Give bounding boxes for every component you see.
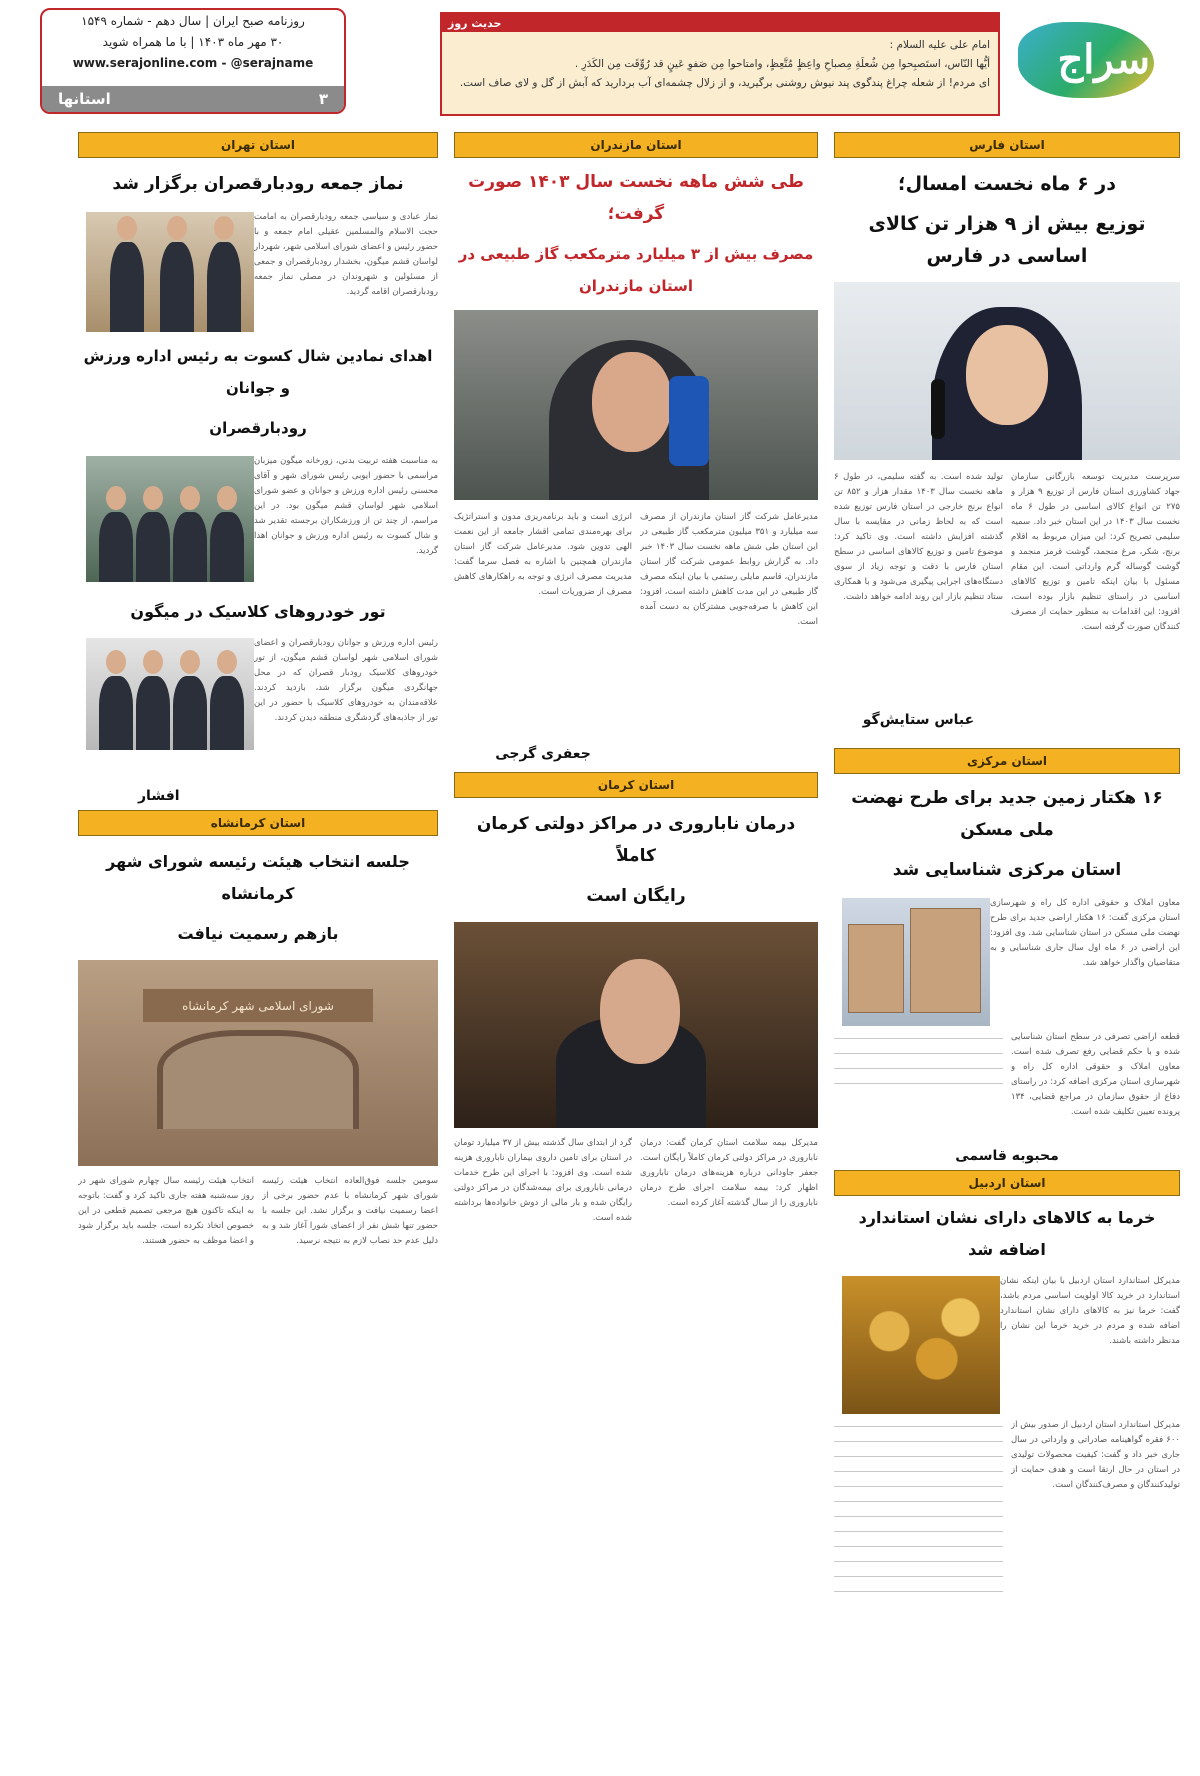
column-left bbox=[78, 132, 438, 1766]
hadith-arabic: أيُّها النّاس، استَصبِحوا مِن شُعلَةِ مِصباحِ واعِظٍ مُتَّعِظٍ، وامتاحوا مِن صَفوِ عَينٍ قد رُوِّقَت مِن الكَدَرِ . bbox=[574, 58, 990, 70]
headline-tehran-sport-2[interactable]: رودبارقصران bbox=[209, 419, 307, 437]
headline-fars-kicker: در ۶ ماه نخست امسال؛ bbox=[898, 173, 1116, 195]
logo-word: سراج bbox=[1057, 36, 1150, 83]
issue-date: ۳۰ مهر ماه ۱۴۰۳ | با ما همراه شوید bbox=[102, 35, 284, 49]
hadith-attribution: امام علی علیه السلام : bbox=[889, 39, 990, 51]
headline-kermanshah-2[interactable]: بازهم رسمیت نیافت bbox=[177, 924, 339, 943]
headline-markazi[interactable]: ۱۶ هکتار زمین جدید برای طرح نهضت ملی مسکن bbox=[851, 788, 1163, 840]
section-title: استانها bbox=[58, 90, 111, 108]
byline-fars: عباس ستایش‌گو bbox=[862, 712, 975, 728]
headline-mazandaran[interactable]: مصرف بیش از ۳ میلیارد مترمکعب گاز طبیعی در استان مازندران bbox=[458, 245, 814, 295]
photo-classic-car-tour bbox=[86, 638, 254, 750]
hadith-box bbox=[440, 12, 1000, 116]
photo-kerman-official bbox=[454, 922, 818, 1128]
article-mazandaran-body-b: انرژی است و باید برنامه‌ریزی مدون و استراتژیک برای بهره‌مندی تمامی اقشار جامعه از این نعمت الهی تدوین شود. مدیرعامل شرکت گاز استان مازندران همچنین با اشاره به فصل سرما گفت: مدیریت مصرف انرژی و توجه به راهکارهای کاهش مصرف از ضروریات است. bbox=[454, 512, 632, 597]
article-ardabil-body-c bbox=[834, 1418, 1003, 1594]
headline-fars[interactable]: توزیع بیش از ۹ هزار تن کالای اساسی در فارس bbox=[868, 213, 1146, 267]
page-number: ۳ bbox=[318, 90, 328, 108]
headline-tehran-friday-prayer[interactable]: نماز جمعه رودبارقصران برگزار شد bbox=[112, 174, 404, 194]
section-header-tehran: استان تهران bbox=[78, 132, 438, 158]
byline-markazi: محبوبه قاسمی bbox=[955, 1148, 1059, 1164]
photo-dates bbox=[842, 1276, 1000, 1414]
headline-tehran-classic-cars[interactable]: تور خودروهای کلاسیک در میگون bbox=[130, 602, 386, 621]
hadith-label: حدیث روز bbox=[448, 16, 502, 30]
article-fars-body-b: تولید شده است. به گفته سلیمی، در طول ۶ ماهه نخست سال ۱۴۰۳ مقدار هزار و ۸۵۲ تن انواع برنج خارجی در استان فارس توزیع شده است که به لحاظ زمانی در مقایسه با سال گذشته افزایش داشته است. وی تاکید کرد: موضوع تامین و توزیع کالاهای اساسی در سطح استان فارس با دقت و توجه زیاد از سوی دستگاه‌های اجرایی پیگیری می‌شود و با همکاری ستاد تنظیم بازار این روند ادامه خواهد داشت. bbox=[834, 472, 1003, 602]
photo-mazandaran-official bbox=[454, 310, 818, 500]
section-header-kerman: استان کرمان bbox=[454, 772, 818, 798]
section-header-fars: استان فارس bbox=[834, 132, 1180, 158]
microphone-icon bbox=[931, 379, 945, 439]
article-markazi-body-b: قطعه اراضی تصرفی در سطح استان شناسایی شده و با حکم قضایی رفع تصرف شده است. معاون املاک و حقوقی اداره کل راه و شهرسازی استان مرکزی اضافه کرد: در راستای دفاع از حقوق سازمان در مراجع قضایی، ۱۳۴ پرونده تعیین تکلیف شده است. bbox=[1011, 1032, 1180, 1117]
building-sign: شورای اسلامی شهر کرمانشاه bbox=[143, 989, 373, 1022]
headline-ardabil[interactable]: خرما به کالاهای دارای نشان استاندارد اضافه شد bbox=[858, 1208, 1156, 1259]
section-header-markazi: استان مرکزی bbox=[834, 748, 1180, 774]
photo-housing-buildings bbox=[842, 898, 990, 1026]
photo-friday-prayer-meeting bbox=[86, 212, 254, 332]
headline-tehran-sport[interactable]: اهدای نمادین شال کسوت به رئیس اداره ورزش و جوانان bbox=[83, 347, 433, 397]
article-tehran-body-1: نماز عبادی و سیاسی جمعه رودبارقصران به امامت حجت الاسلام والمسلمین عقیلی امام جمعه و با حضور رئیس و اعضای شورای اسلامی شهر، شهردار لواسان قشم میگون، بخشدار رودبارقصران و جمعی از مسئولین و شهروندان در مصلی نماز جمعه رودبارقصران اقامه گردید. bbox=[254, 212, 438, 297]
photo-kermanshah-council-building bbox=[78, 960, 438, 1166]
article-markazi-body-b2 bbox=[834, 1030, 1003, 1090]
headline-kermanshah[interactable]: جلسه انتخاب هیئت رئیسه شورای شهر کرمانشاه bbox=[106, 852, 410, 903]
photo-fars-official bbox=[834, 282, 1180, 460]
headline-kerman-2[interactable]: رایگان است bbox=[586, 886, 686, 906]
hadith-translation: ای مردم! از شعله چراغ پندگوی پند نیوش روشنی برگیرید، و از زلال چشمه‌ای آب بردارید که آبش از گل و لای صاف است. bbox=[459, 77, 990, 89]
headline-mazandaran-kicker: طی شش ماهه نخست سال ۱۴۰۳ صورت گرفت؛ bbox=[468, 172, 804, 224]
section-header-mazandaran: استان مازندران bbox=[454, 132, 818, 158]
byline-tehran: افشار bbox=[138, 788, 180, 804]
article-kerman-body-a: مدیرکل بیمه سلامت استان کرمان گفت: درمان ناباروری در مراکز دولتی کرمان کاملاً رایگان است. جعفر جاودانی درباره هزینه‌های درمان ناباروری اظهار کرد: بیمه سلامت اجرای طرح درمان ناباروری را از سال گذشته آغاز کرده است. bbox=[640, 1138, 818, 1208]
article-mazandaran-body-a: مدیرعامل شرکت گاز استان مازندران از مصرف سه میلیارد و ۳۵۱ میلیون مترمکعب گاز طبیعی در این استان طی شش ماهه نخست سال ۱۴۰۳ خبر داد. به گزارش روابط عمومی شرکت گاز استان مازندران، قاسم مایلی رستمی با بیان اینکه مصرف گاز طبیعی در این مدت کاهش داشته است، افزود: این کاهش با صرفه‌جویی مشترکان به دست آمده است. bbox=[640, 512, 818, 627]
article-kerman-body-b: گرد از ابتدای سال گذشته بیش از ۳۷ میلیارد تومان در استان برای تامین داروی بیماران ناباروری هزینه شده است. وی افزود: با اجرای این طرح خدمات درمانی ناباروری برای بیمه‌شدگان در مراکز دولتی رایگان شده و بار مالی از دوش خانواده‌ها برداشته شده است. bbox=[454, 1138, 632, 1223]
byline-mazandaran: جعفری گرجی bbox=[495, 746, 591, 762]
headline-kerman[interactable]: درمان ناباروری در مراکز دولتی کرمان کاملاً bbox=[476, 814, 796, 866]
article-tehran-body-3: رئیس اداره ورزش و جوانان رودبارقصران و اعضای شورای اسلامی شهر لواسان قشم میگون، از تور خودروهای کلاسیک رودبار قصران که در محل جهانگردی میگون برگزار شد، بازدید کردند. علاقه‌مندان به خودروهای کلاسیک با حضور در این تور از جاذبه‌های گردشگری منطقه دیدن کردند. bbox=[254, 638, 438, 723]
section-header-ardabil: استان اردبیل bbox=[834, 1170, 1180, 1196]
article-ardabil-body-a: مدیرکل استاندارد استان اردبیل با بیان اینکه نشان استاندارد در خرید کالا اولویت اساسی مردم باشد، گفت: خرما نیز به کالاهای دارای نشان استاندارد اضافه شده و مردم در خرید خرما این نشان را مدنظر داشته باشند. bbox=[1000, 1276, 1180, 1346]
article-fars-body-a: سرپرست مدیریت توسعه بازرگانی سازمان جهاد کشاورزی استان فارس از توزیع ۹ هزار و ۲۷۵ تن انواع کالای اساسی در طول ۶ ماه نخست سال ۱۴۰۳ در این استان خبر داد. سمیه سلیمی تصریح کرد: این میزان مربوط به اقلام برنج، شکر، مرغ منجمد، گوشت قرمز منجمد و گوشت گوساله گرم وارداتی است. این مقام مسئول با بیان اینکه تامین و توزیع کالاهای اساسی در راستای تنظیم بازار بوده است، افزود: این اقدامات به منظور حمایت از مصرف کنندگان صورت گرفته است. bbox=[1011, 472, 1180, 632]
website-link[interactable]: www.serajonline.com - @serajname bbox=[72, 56, 314, 70]
column-middle bbox=[454, 132, 818, 1766]
section-header-kermanshah: استان کرمانشاه bbox=[78, 810, 438, 836]
issue-info bbox=[40, 8, 346, 114]
column-right bbox=[834, 132, 1180, 1766]
newspaper-logo[interactable] bbox=[1010, 12, 1160, 114]
masthead bbox=[40, 8, 1160, 114]
headline-markazi-2[interactable]: استان مرکزی شناسایی شد bbox=[892, 860, 1122, 880]
article-ardabil-body-b: مدیرکل استاندارد استان اردبیل از صدور بیش از ۶۰۰ فقره گواهینامه صادراتی و وارداتی در سال جاری خبر داد و گفت: کیفیت محصولات تولیدی در استان در حال ارتقا است و هدف حمایت از تولیدکنندگان و مصرف‌کنندگان است. bbox=[1011, 1420, 1180, 1490]
article-tehran-body-2: به مناسبت هفته تربیت بدنی، زورخانه میگون میزبان مراسمی با حضور ایوبی رئیس شورای شهر و آقای محسنی رئیس اداره ورزش و جوانان و عضو شورای اسلامی شهر لواسان قشم میگون بود. در این مراسم، از چند تن از ورزشکاران برجسته تقدیر شد و شال کسوت به رئیس اداره ورزش و جوانان اهدا گردید. bbox=[254, 456, 438, 556]
issue-number: روزنامه صبح ایران | سال دهم - شماره ۱۵۴۹ bbox=[81, 14, 305, 28]
article-kermanshah-body-b: انتخاب هیئت رئیسه سال چهارم شورای شهر در روز سه‌شنبه هفته جاری تاکید کرد و گفت: باتوجه به اینکه تاکنون هیچ مرجعی تصمیم قطعی در این خصوص اتخاذ نکرده است، جلسه باید برگزار شود و اعضا موظف به حضور هستند. bbox=[78, 1176, 254, 1246]
photo-zurkhaneh-ceremony bbox=[86, 456, 254, 582]
article-kermanshah-body-a: سومین جلسه فوق‌العاده انتخاب هیئت رئیسه شورای شهر کرمانشاه با عدم حضور برخی از اعضا رسمیت نیافت و برگزار نشد. این جلسه با حضور تنها شش نفر از اعضای شورا آغاز شد و به دلیل عدم حد نصاب لازم به نتیجه نرسید. bbox=[262, 1176, 438, 1246]
microphone-icon bbox=[669, 376, 709, 466]
article-markazi-body-a: معاون املاک و حقوقی اداره کل راه و شهرسازی استان مرکزی گفت: ۱۶ هکتار اراضی جدید برای طرح نهضت ملی مسکن در استان شناسایی شد. وی افزود: این اراضی در ۶ ماه اول سال جاری شناسایی و به متقاضیان واگذار خواهد شد. bbox=[990, 898, 1180, 968]
